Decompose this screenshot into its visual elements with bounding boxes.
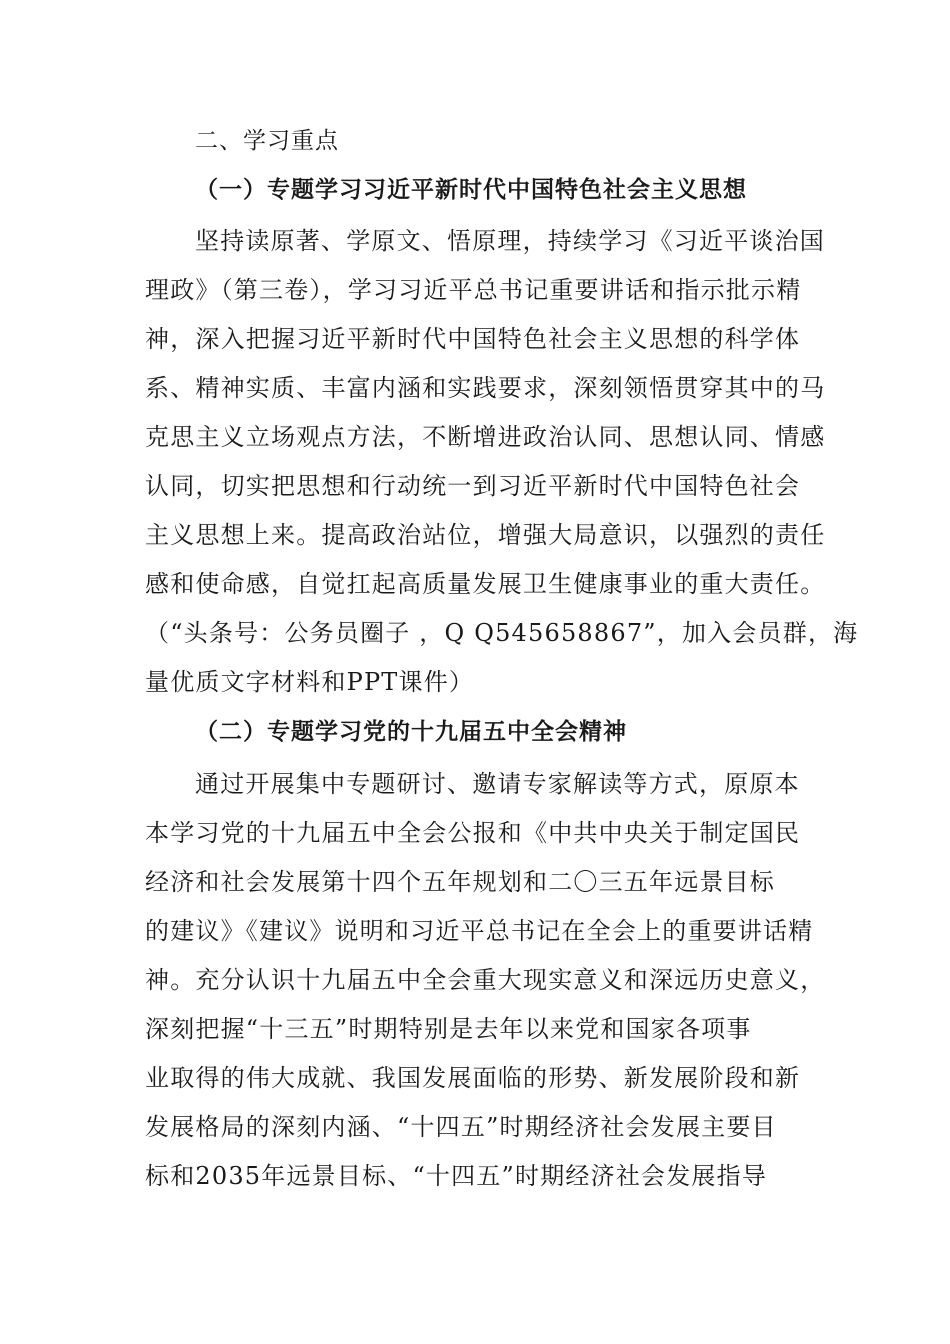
paragraph-1-line-9: （“头条号：公务员圈子 ，Q Q545658867”，加入会员群，海: [145, 619, 859, 647]
paragraph-2-line-8: 发展格局的深刻内涵、“十四五”时期经济社会发展主要目: [145, 1113, 777, 1141]
paragraph-1-line-4: 系、精神实质、丰富内涵和实践要求，深刻领悟贯穿其中的马: [145, 374, 826, 402]
subsection-1-heading: （一）专题学习习近平新时代中国特色社会主义思想: [195, 177, 747, 203]
paragraph-1-line-3: 神，深入把握习近平新时代中国特色社会主义思想的科学体: [145, 325, 801, 353]
subsection-2-heading: （二）专题学习党的十九届五中全会精神: [195, 719, 627, 745]
paragraph-1-line-2: 理政》（第三卷），学习习近平总书记重要讲话和指示批示精: [145, 276, 802, 304]
paragraph-2-line-3: 经济和社会发展第十四个五年规划和二〇三五年远景目标: [145, 868, 775, 896]
paragraph-1-line-5: 克思主义立场观点方法，不断增进政治认同、思想认同、情感: [145, 423, 826, 451]
paragraph-2-line-6: 深刻把握“十三五”时期特别是去年以来党和国家各项事: [145, 1015, 752, 1043]
paragraph-2-line-1: 通过开展集中专题研讨、邀请专家解读等方式，原原本: [195, 770, 800, 798]
paragraph-2-line-7: 业取得的伟大成就、我国发展面临的形势、新发展阶段和新: [145, 1064, 801, 1092]
paragraph-2-line-9: 标和2035年远景目标、“十四五”时期经济社会发展指导: [145, 1162, 768, 1190]
paragraph-1-line-6: 认同，切实把思想和行动统一到习近平新时代中国特色社会: [145, 472, 801, 500]
paragraph-2-line-5: 神。充分认识十九届五中全会重大现实意义和深远历史意义，: [145, 966, 826, 994]
paragraph-1-line-8: 感和使命感，自觉扛起高质量发展卫生健康事业的重大责任。: [145, 570, 826, 598]
paragraph-1-line-10: 量优质文字材料和PPT课件）: [145, 668, 475, 696]
paragraph-2-line-4: 的建议》《建议》说明和习近平总书记在全会上的重要讲话精: [145, 917, 814, 945]
paragraph-2-line-2: 本学习党的十九届五中全会公报和《中共中央关于制定国民: [145, 819, 801, 847]
paragraph-1-line-7: 主义思想上来。提高政治站位，增强大局意识，以强烈的责任: [145, 521, 826, 549]
section-heading: 二、学习重点: [195, 128, 339, 154]
paragraph-1-line-1: 坚持读原著、学原文、悟原理，持续学习《习近平谈治国: [195, 227, 825, 255]
